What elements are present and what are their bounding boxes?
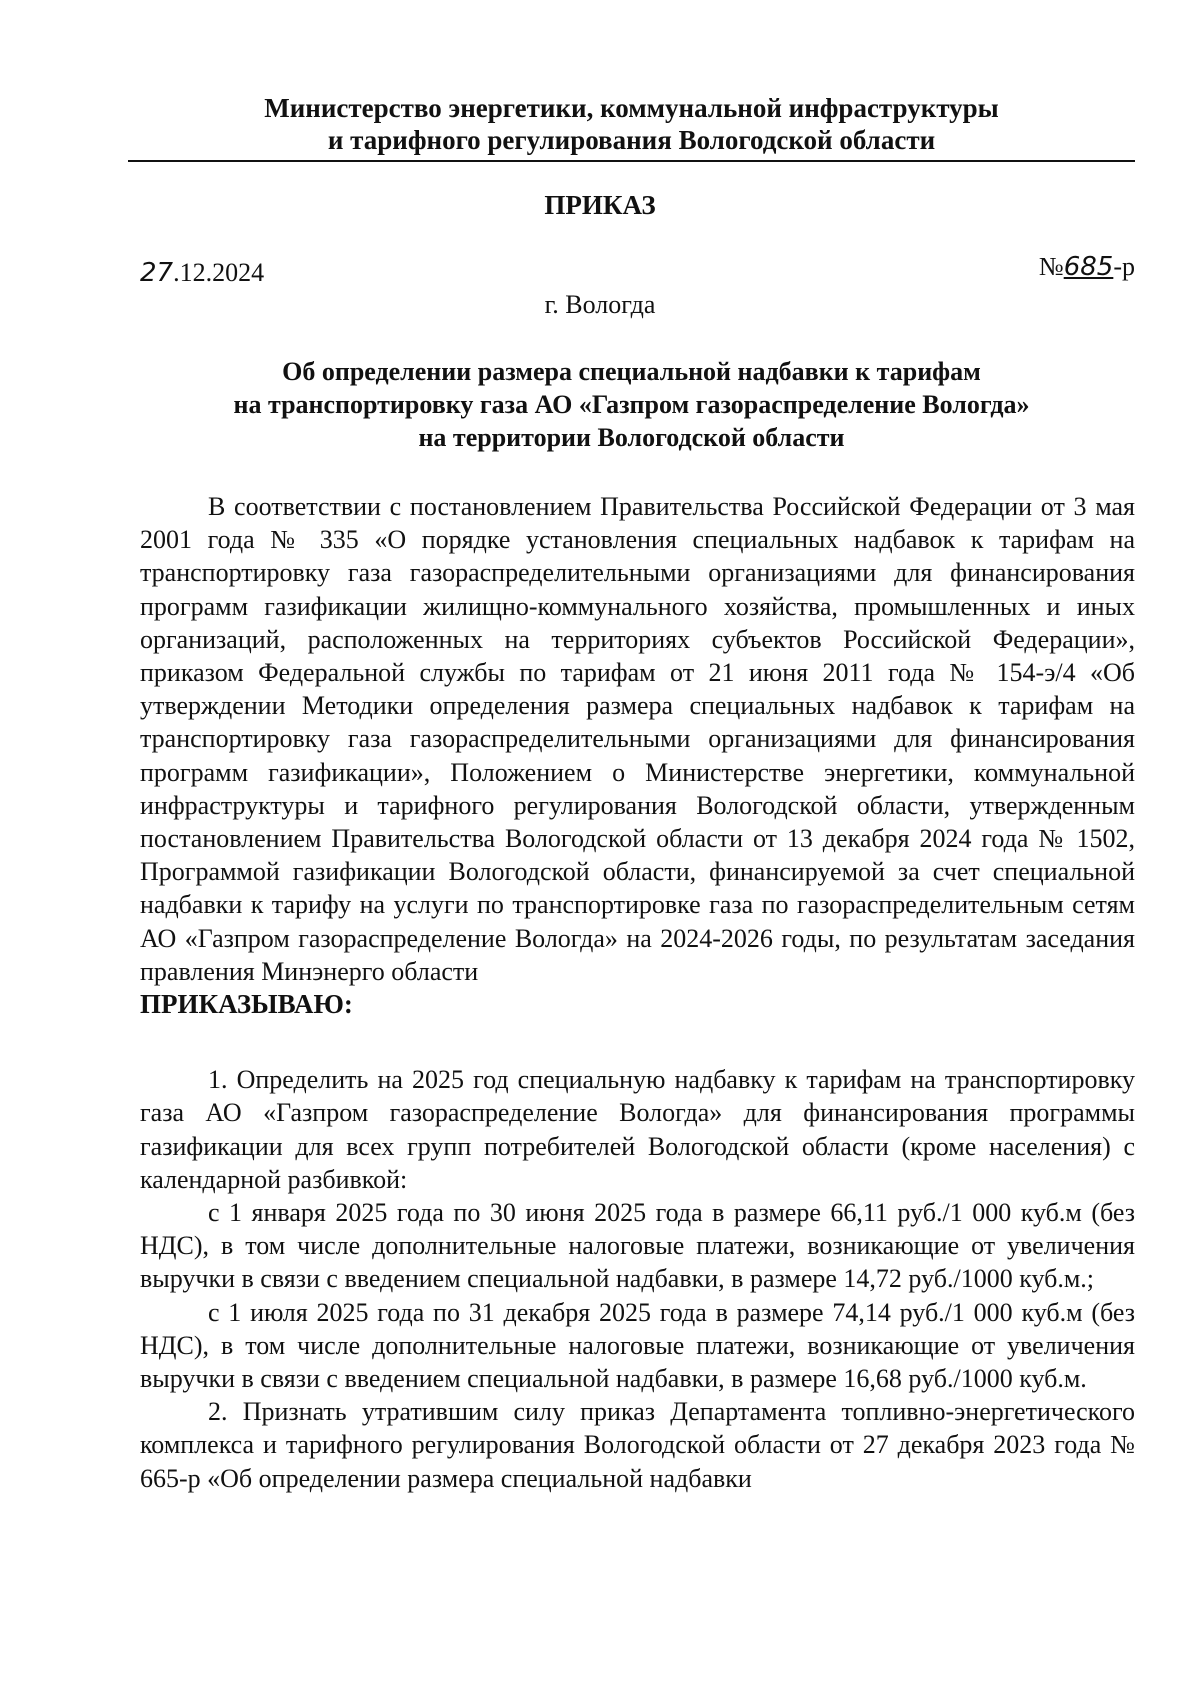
ministry-line-2: и тарифного регулирования Вологодской области: [327, 125, 936, 155]
item-2-paragraph: 2. Признать утратившим силу приказ Департамента топливно-энергетического комплекса и тарифного регулирования Вологодской области от 27 декабря 2023 года № 665-р «Об определении размера специальной надбавки: [140, 1397, 1135, 1493]
item-1-period-2: с 1 июля 2025 года по 31 декабря 2025 года в размере 74,14 руб./1 000 куб.м (без НДС), в том числе дополнительные налоговые платежи, возникающие от увеличения выручки в связи с введением специальной надбавки, в размере 16,68 руб./1000 куб.м.: [140, 1297, 1135, 1394]
city-name: г. Вологда: [544, 290, 656, 319]
number-suffix: -р: [1113, 252, 1135, 281]
document-type: ПРИКАЗ: [544, 190, 656, 220]
spacer: [140, 1021, 1135, 1063]
preamble-paragraph: В соответствии с постановлением Правительства Российской Федерации от 3 мая 2001 года № 335 «О порядке установления специальных надбавок к тарифам на транспортировку газа газораспределительными организациями для финансирования программ газификации жилищно-коммунального хозяйства, промышленных и иных организаций, расположенных на территориях субъектов Российской Федерации», приказом Федеральной службы по тарифам от 21 июня 2011 года № 154-э/4 «Об утверждении Методики определения размера специальных надбавок к тарифам на транспортировку газа газораспределительными организациями для финансирования программ газификации», Положением о Министерстве энергетики, коммунальной инфраструктуры и тарифного регулирования Вологодской области, утвержденным постановлением Правительства Вологодской области от 13 декабря 2024 года № 1502, Программой газификации Вологодской области, финансируемой за счет специальной надбавки к тарифу на услуги по транспортировке газа по газораспределительным сетям АО «Газпром газораспределение Вологда» на 2024-2026 годы, по результатам заседания правления Минэнерго области: [140, 492, 1135, 986]
item-1-period-1: с 1 января 2025 года по 30 июня 2025 года в размере 66,11 руб./1 000 куб.м (без НДС), в том числе дополнительные налоговые платежи, возникающие от увеличения выручки в связи с введением специальной надбавки, в размере 14,72 руб./1000 куб.м.;: [140, 1198, 1135, 1294]
order-date: [140, 258, 264, 288]
command-heading: ПРИКАЗЫВАЮ:: [140, 989, 353, 1020]
ministry-line-1: Министерство энергетики, коммунальной инфраструктуры: [264, 93, 999, 123]
order-number: [1039, 252, 1135, 282]
ministry-header: [128, 92, 1135, 156]
handwritten-number: 685: [1063, 252, 1114, 282]
item-1-paragraph: 1. Определить на 2025 год специальную надбавку к тарифам на транспортировку газа АО «Газпром газораспределение Вологда» для финансирования программы газификации для всех групп потребителей Вологодской области (кроме населения) с календарной разбивкой:: [140, 1065, 1135, 1194]
document-title: [128, 355, 1135, 454]
handwritten-day: 27: [140, 258, 174, 288]
title-line-1: Об определении размера специальной надбавки к тарифам: [282, 357, 981, 386]
header-rule: [128, 160, 1135, 162]
document-body: [140, 490, 1135, 1495]
number-sign: №: [1038, 252, 1064, 281]
title-line-3: на территории Вологодской области: [418, 423, 845, 452]
date-month-year: .12.2024: [173, 258, 265, 287]
title-line-2: на транспортировку газа АО «Газпром газораспределение Вологда»: [233, 390, 1030, 419]
